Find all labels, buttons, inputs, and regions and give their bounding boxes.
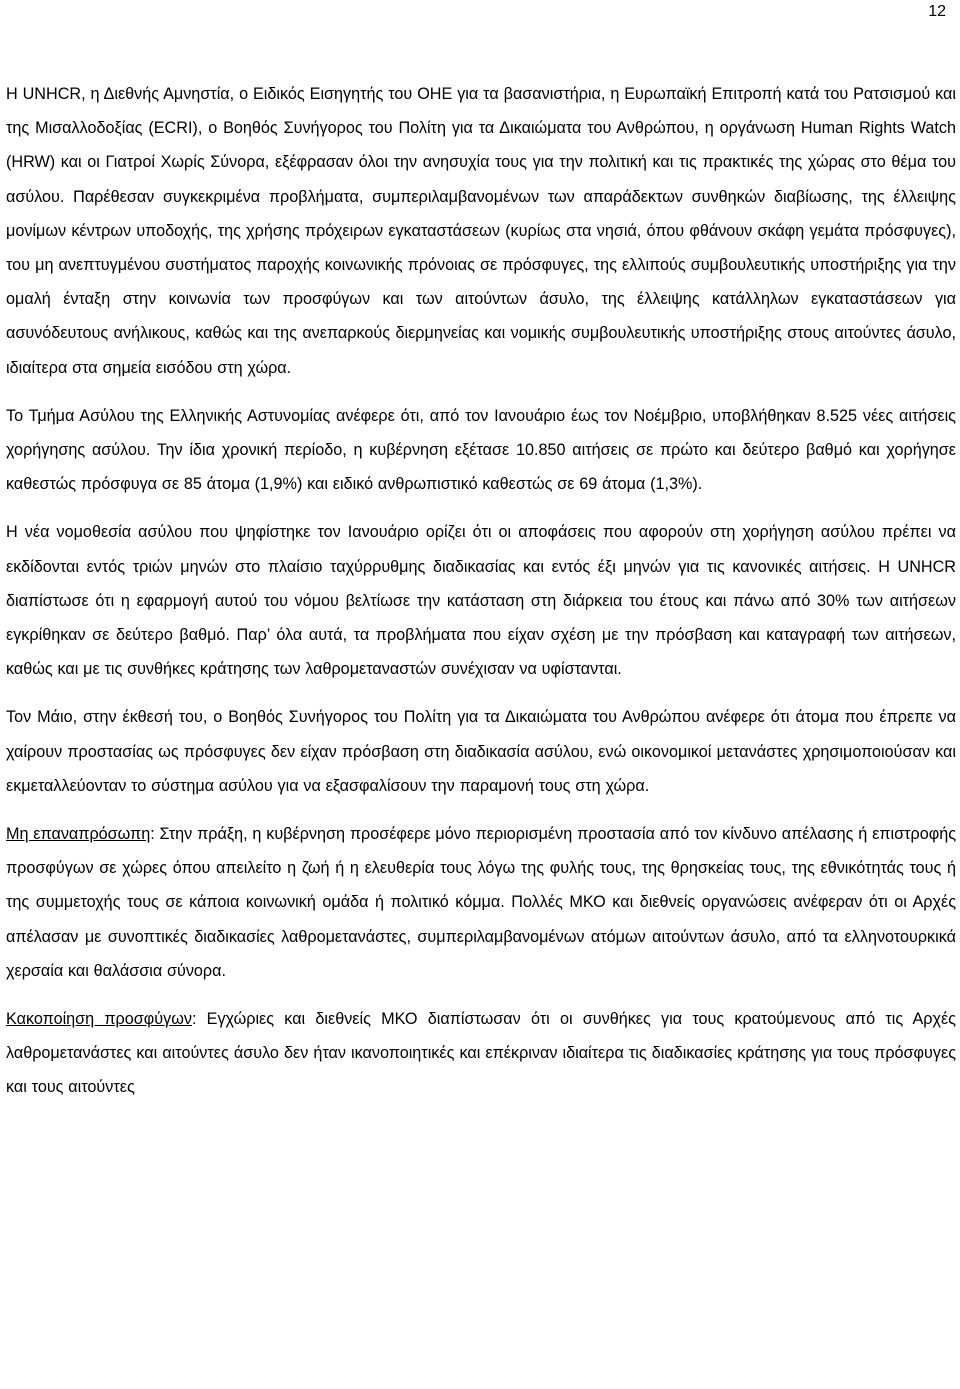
paragraph-non-refoulement (6, 817, 956, 988)
section-label-refugee-abuse: Κακοποίηση προσφύγων (6, 1010, 192, 1029)
paragraph-new-legislation: Η νέα νομοθεσία ασύλου που ψηφίστηκε τον Ιανουάριο ορίζει ότι οι αποφάσεις που αφορούν στη χορήγηση ασύλου πρέπει να εκδίδονται εντός τριών μηνών στο πλαίσιο ταχύρρυθμης διαδικασίας και εντός έξι μηνών για τις κανονικές αιτήσεις. Η UNHCR διαπίστωσε ότι η εφαρμογή αυτού του νόμου βελτίωσε την κατάσταση στη διάρκεια του έτους και πάνω από 30% των αιτήσεων εγκρίθηκαν σε δεύτερο βαθμό. Παρ’ όλα αυτά, τα προβλήματα που είχαν σχέση με την πρόσβαση και καταγραφή των αιτήσεων, καθώς και με τις συνθήκες κράτησης των λαθρομεταναστών συνέχισαν να υφίστανται. (6, 523, 956, 679)
document-body (6, 77, 956, 1105)
paragraph-refugee-abuse (6, 1002, 956, 1105)
paragraph-concerns: H UNHCR, η Διεθνής Αμνηστία, ο Ειδικός Εισηγητής του ΟΗΕ για τα βασανιστήρια, η Ευρωπαϊκή Επιτροπή κατά του Ρατσισμού και της Μισαλλοδοξίας (ECRI), ο Βοηθός Συνήγορος του Πολίτη για τα Δικαιώματα του Ανθρώπου, η οργάνωση Human Rights Watch (HRW) και οι Γιατροί Χωρίς Σύνορα, εξέφρασαν όλοι την ανησυχία τους για την πολιτική και τις πρακτικές της χώρας στο θέμα του ασύλου. Παρέθεσαν συγκεκριμένα προβλήματα, συμπεριλαμβανομένων των απαράδεκτων συνθηκών διαβίωσης, της έλλειψης μονίμων κέντρων υποδοχής, της χρήσης πρόχειρων εγκαταστάσεων (κυρίως στα νησιά, όπου φθάνουν σκάφη γεμάτα πρόσφυγες), του μη ανεπτυγμένου συστήματος παροχής κοινωνικής πρόνοιας σε πρόσφυγες, της ελλιπούς συμβουλευτικής υποστήριξης για την ομαλή ένταξη στην κοινωνία των προσφύγων και των αιτούντων άσυλο, της έλλειψης κατάλληλων εγκαταστάσεων για ασυνόδευτους ανήλικους, καθώς και της ανεπαρκούς διερμηνείας και νομικής συμβουλευτικής υποστήριξης στους αιτούντες άσυλο, ιδιαίτερα στα σημεία εισόδου στη χώρα. (6, 85, 956, 377)
paragraph-ombudsman-report: Τον Μάιο, στην έκθεσή του, ο Βοηθός Συνήγορος του Πολίτη για τα Δικαιώματα του Ανθρώπου ανέφερε ότι άτομα που έπρεπε να χαίρουν προστασίας ως πρόσφυγες δεν είχαν πρόσβαση στη διαδικασία ασύλου, ενώ οικονομικοί μετανάστες χρησιμοποιούσαν και εκμεταλλεύονταν το σύστημα ασύλου για να εξασφαλίσουν την παραμονή τους στη χώρα. (6, 708, 956, 795)
paragraph-refugee-abuse-text: : Εγχώριες και διεθνείς ΜΚΟ διαπίστωσαν ότι οι συνθήκες για τους κρατούμενους από τις Αρχές λαθρομετανάστες και αιτούντες άσυλο δεν ήταν ικανοποιητικές και επέκριναν ιδιαίτερα τις διαδικασίες κράτησης για τους πρόσφυγες και τους αιτούντες (6, 1010, 956, 1097)
section-label-non-refoulement: Μη επαναπρόσωπη (6, 825, 151, 844)
paragraph-non-refoulement-text: : Στην πράξη, η κυβέρνηση προσέφερε μόνο περιορισμένη προστασία από τον κίνδυνο απέλασης ή επιστροφής προσφύγων σε χώρες όπου απειλείτο η ζωή ή η ελευθερία τους λόγω της φυλής τους, της θρησκείας τους, της εθνικότητάς τους ή της συμμετοχής τους σε κάποια κοινωνική ομάδα ή πολιτικό κόμμα. Πολλές ΜΚΟ και διεθνείς οργανώσεις ανέφεραν ότι οι Αρχές απέλασαν με συνοπτικές διαδικασίες λαθρομετανάστες, συμπεριλαμβανομένων ατόμων αιτούντων άσυλο, από τα ελληνοτουρκικά χερσαία και θαλάσσια σύνορα. (6, 825, 957, 980)
page-number: 12 (928, 3, 946, 20)
paragraph-asylum-statistics: Το Τμήμα Ασύλου της Ελληνικής Αστυνομίας ανέφερε ότι, από τον Ιανουάριο έως τον Νοέμβριο, υποβλήθηκαν 8.525 νέες αιτήσεις χορήγησης ασύλου. Την ίδια χρονική περίοδο, η κυβέρνηση εξέτασε 10.850 αιτήσεις σε πρώτο και δεύτερο βαθμό και χορήγησε καθεστώς πρόσφυγα σε 85 άτομα (1,9%) και ειδικό ανθρωπιστικό καθεστώς σε 69 άτομα (1,3%). (6, 406, 956, 494)
